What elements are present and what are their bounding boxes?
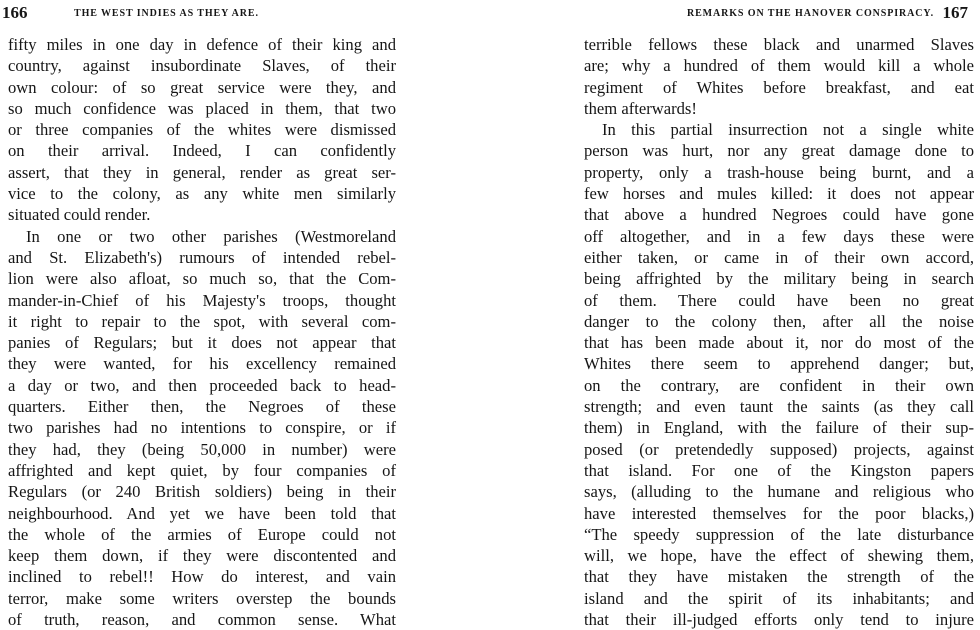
text-line: of truth, reason, and common sense. What: [8, 610, 396, 630]
text-line: them afterwards!: [584, 98, 697, 118]
text-line: neighbourhood. And yet we have been told that: [8, 503, 396, 523]
right-page-header: [578, 0, 980, 26]
paragraph-start-line: In one or two other parishes (Westmoreland: [26, 226, 396, 246]
text-line: panies of Regulars; but it does not appear that: [8, 333, 396, 353]
text-line: terrible fellows these black and unarmed Slaves: [584, 35, 974, 54]
text-line: it right to repair to the spot, with several com-: [8, 311, 396, 331]
text-line: says, (alluding to the humane and religious who: [584, 482, 974, 502]
text-line: will, we hope, have the effect of shewing them,: [584, 546, 974, 566]
text-line: danger to the colony then, after all the noise: [584, 311, 974, 331]
text-line: so much confidence was placed in them, that two: [8, 98, 396, 118]
text-line: are; why a hundred of them would kill a whole: [584, 56, 974, 76]
right-page-text: [584, 34, 974, 630]
text-line: terror, make some writers overstep the bounds: [8, 588, 396, 608]
text-line: have interested themselves for the poor blacks,): [584, 503, 974, 523]
text-line: few horses and mules killed: it does not appear: [584, 184, 974, 204]
text-line: that has been made about it, nor do most of the: [584, 333, 974, 353]
text-line: a day or two, and then proceeded back to head-: [8, 375, 396, 395]
text-line: affrighted and kept quiet, by four companies of: [8, 460, 396, 480]
text-line: either taken, or came in of their own accord,: [584, 247, 974, 267]
left-page-header: [0, 0, 488, 26]
text-line: person was hurt, nor any great damage done to: [584, 141, 974, 161]
left-page-text: [8, 34, 396, 630]
text-line: Whites there seem to apprehend danger; but,: [584, 354, 974, 374]
text-line: assert, that they in general, render as great ser-: [8, 162, 396, 182]
text-line: Regulars (or 240 British soldiers) being in their: [8, 482, 396, 502]
text-line: lion were also afloat, so much so, that the Com-: [8, 269, 396, 289]
text-line: that above a hundred Negroes could have gone: [584, 205, 974, 225]
text-line: being affrighted by the military being in search: [584, 269, 974, 289]
text-line: posed (or pretendedly supposed) projects, against: [584, 439, 974, 459]
text-line: fifty miles in one day in defence of their king and: [8, 35, 396, 54]
text-line: keep them down, if they were discontented and: [8, 546, 396, 566]
text-line: on the contrary, are confident in their own: [584, 375, 974, 395]
right-running-head: REMARKS ON THE HANOVER CONSPIRACY.: [686, 8, 934, 19]
text-line: that their ill-judged efforts only tend to injure: [584, 610, 974, 630]
text-line: inclined to rebel!! How do interest, and vain: [8, 567, 396, 587]
text-line: two parishes had no intentions to conspire, or if: [8, 418, 396, 438]
text-line: of them. There could have been no great: [584, 290, 974, 310]
text-line: mander-in-Chief of his Majesty's troops, thought: [8, 290, 396, 310]
text-line: off altogether, and in a few days these were: [584, 226, 974, 246]
left-running-head: THE WEST INDIES AS THEY ARE.: [74, 8, 259, 19]
text-line: they had, they (being 50,000 in number) were: [8, 439, 396, 459]
text-line: strength; and even taunt the saints (as they call: [584, 397, 974, 417]
text-line: country, against insubordinate Slaves, of their: [8, 56, 396, 76]
text-line: island and the spirit of its inhabitants; and: [584, 588, 974, 608]
text-line: the whole of the armies of Europe could not: [8, 524, 396, 544]
right-page-number: 167: [942, 3, 968, 22]
paragraph-start-line: In this partial insurrection not a single white: [602, 120, 974, 140]
text-line: quarters. Either then, the Negroes of these: [8, 397, 396, 417]
text-line: situated could render.: [8, 205, 151, 225]
text-line: on their arrival. Indeed, I can confidently: [8, 141, 396, 161]
text-line: property, only a trash-house being burnt, and a: [584, 162, 974, 182]
text-line: regiment of Whites before breakfast, and eat: [584, 77, 974, 97]
text-line: “The speedy suppression of the late disturbance: [584, 524, 974, 544]
text-line: own colour: of so great service were they, and: [8, 77, 396, 97]
text-line: vice to the colony, as any white men similarly: [8, 184, 396, 204]
text-line: and St. Elizabeth's) rumours of intended rebel-: [8, 247, 396, 267]
right-page: [578, 0, 980, 630]
text-line: or three companies of the whites were dismissed: [8, 120, 396, 140]
text-line: that island. For one of the Kingston papers: [584, 460, 974, 480]
left-page-number: 166: [2, 3, 28, 22]
text-line: they were wanted, for his excellency remained: [8, 354, 396, 374]
left-page: [0, 0, 488, 630]
text-line: that they have mistaken the strength of the: [584, 567, 974, 587]
text-line: them) in England, with the failure of their sup-: [584, 418, 974, 438]
